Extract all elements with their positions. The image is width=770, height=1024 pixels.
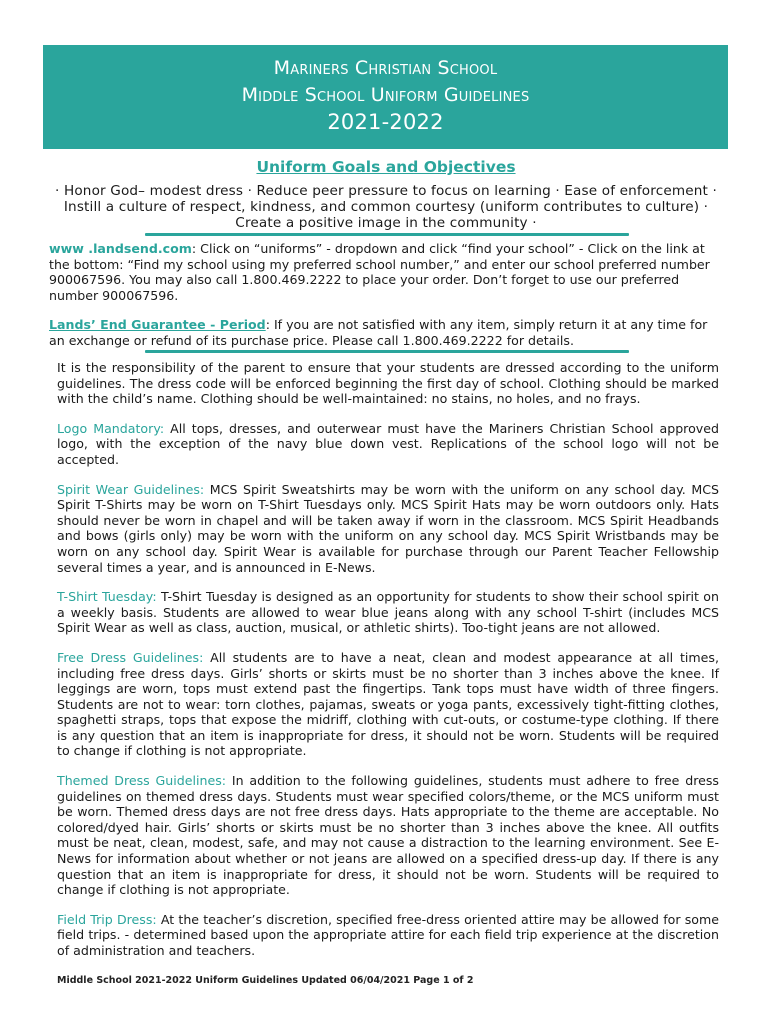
section-spirit-wear bbox=[57, 482, 719, 576]
section-text: At the teacher’s discretion, specified free-dress oriented attire may be allowed for some field trips. - determined based upon the appropriate attire for each field trip experience at the discretion of administration and teachers. bbox=[57, 911, 719, 958]
section-label: Field Trip Dress: bbox=[57, 911, 157, 927]
landsend-link[interactable]: www .landsend.com bbox=[49, 241, 192, 256]
guidelines-body bbox=[57, 360, 719, 973]
section-free-dress bbox=[57, 650, 719, 759]
intro-paragraph: It is the responsibility of the parent to ensure that your students are dressed according to the uniform guidelines. The dress code will be enforced beginning the first day of school. Clothing should be marked with the child’s name. Clothing should be well-maintained: no stains, no holes, and no frays. bbox=[57, 360, 719, 407]
section-label: Logo Mandatory: bbox=[57, 420, 165, 436]
divider bbox=[145, 350, 629, 353]
divider bbox=[145, 233, 629, 236]
goals-text: · Honor God– modest dress · Reduce peer pressure to focus on learning · Ease of enforcement · Instill a culture of respect, kindness, and common courtesy (uniform contributes to culture) · Create a positive image in the community · bbox=[55, 183, 717, 231]
page-footer: Middle School 2021-2022 Uniform Guidelines Updated 06/04/2021 Page 1 of 2 bbox=[57, 975, 474, 986]
section-text: In addition to the following guidelines, students must adhere to free dress guidelines on themed dress days. Students must wear specified colors/theme, or the MCS uniform must be worn. Themed dress days are not free dress days. Hats appropriate to the theme are acceptable. No colored/dyed hair. Girls’ shorts or skirts must be no shorter than 3 inches above the knee. All outfits must be neat, clean, modest, safe, and may not cause a distraction to the learning environment. See E-News for information about whether or not jeans are allowed on a specified dress-up day. If there is any question that an item is inappropriate for dress, it should not be worn. Students will be required to change if clothing is not appropriate. bbox=[57, 773, 719, 898]
section-themed-dress bbox=[57, 773, 719, 898]
guarantee-text: If you are not satisfied with any item, simply return it at any time for an exchange or refund of its purchase price. Please call 1.800.469.2222 for details. bbox=[49, 317, 708, 348]
section-text: All tops, dresses, and outerwear must have the Mariners Christian School approved logo, with the exception of the navy blue down vest. Replications of the school logo will not be accepted. bbox=[57, 420, 719, 467]
section-text: MCS Spirit Sweatshirts may be worn with the uniform on any school day. MCS Spirit T-Shirts may be worn on T-Shirt Tuesdays only. MCS Spirit Hats may be worn outdoors only. Hats should never be worn in chapel and will be taken away if worn in the classroom. MCS Spirit Headbands and bows (girls only) may be worn with the uniform on any school day. MCS Spirit Wristbands may be worn on any school day. Spirit Wear is available for purchase through our Parent Teacher Fellowship several times a year, and is announced in E-News. bbox=[57, 481, 719, 575]
section-text: T-Shirt Tuesday is designed as an opportunity for students to show their school spirit on a weekly basis. Students are allowed to wear blue jeans along with any school T-shirt (includes MCS Spirit Wear as well as class, auction, musical, or athletic shirts). Too-tight jeans are not allowed. bbox=[57, 589, 719, 636]
school-name: Mariners Christian School bbox=[273, 57, 498, 79]
title-banner bbox=[43, 45, 728, 149]
section-text: All students are to have a neat, clean and modest appearance at all times, including free dress days. Girls’ shorts or skirts must be no shorter than 3 inches above the knee. If leggings are worn, tops must extend past the fingertips. Tank tops must have width of three fingers. Students are not to wear: torn clothes, pajamas, sweats or yoga pants, excessively tight-fitting clothes, spaghetti straps, tops that expose the midriff, clothing with cut-outs, or costume-type clothing. If there is any question that an item is inappropriate for dress, it should not be worn. Students will be required to change if clothing is not appropriate. bbox=[57, 649, 719, 759]
section-field-trip bbox=[57, 912, 719, 959]
section-label: Free Dress Guidelines: bbox=[57, 649, 204, 665]
section-label: Spirit Wear Guidelines: bbox=[57, 481, 205, 497]
landsend-paragraph bbox=[49, 241, 723, 303]
goals-section bbox=[40, 157, 732, 231]
goals-title: Uniform Goals and Objectives bbox=[256, 158, 516, 176]
section-tshirt-tuesday bbox=[57, 589, 719, 636]
guarantee-paragraph: Lands’ End Guarantee - Period: If you are not satisfied with any item, simply return it at any time for an exchange or refund of its purchase price. Please call 1.800.469.2222 for details. bbox=[49, 317, 708, 348]
school-year: 2021-2022 bbox=[327, 110, 444, 134]
document-title: Middle School Uniform Guidelines bbox=[241, 84, 530, 106]
landsend-text: : Click on “uniforms” - dropdown and click “find your school” - Click on the link at the bottom: “Find my school using my preferred school number,” and enter our school preferred number 900067596. You may also call 1.800.469.2222 to place your order. Don’t forget to use our preferred number 900067596. bbox=[49, 241, 710, 303]
guarantee-label: Lands’ End Guarantee - Period bbox=[49, 317, 266, 332]
section-label: T-Shirt Tuesday: bbox=[57, 589, 157, 605]
section-label: Themed Dress Guidelines: bbox=[57, 773, 227, 789]
section-logo bbox=[57, 421, 719, 468]
